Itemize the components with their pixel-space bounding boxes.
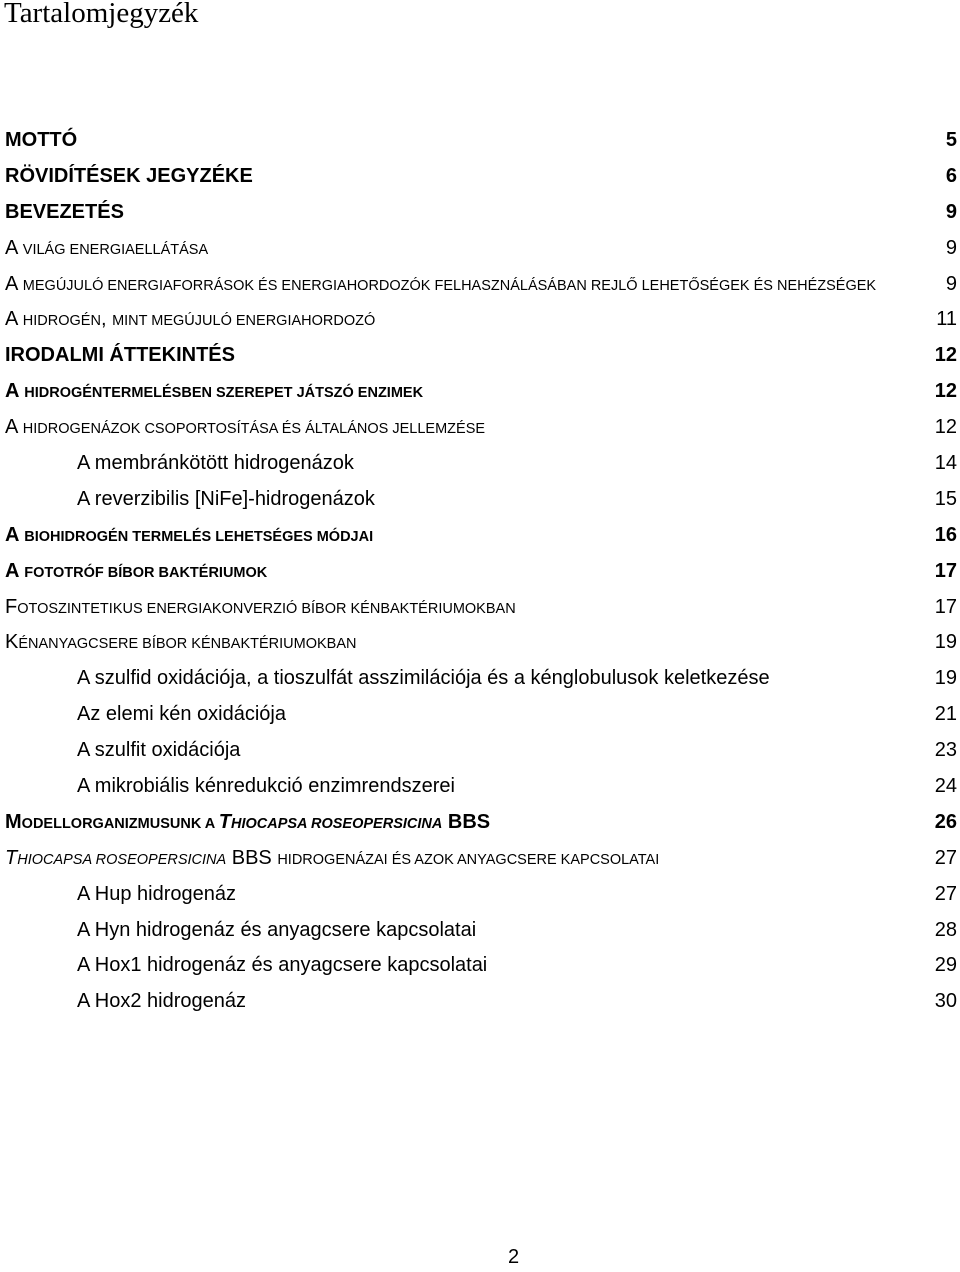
toc-entry-segment: A szulfid oxidációja, a tioszulfát asszimilációja és a kénglobulusok keletkezése xyxy=(77,667,770,690)
toc-entry-segment: FOTOTRÓF BÍBOR BAKTÉRIUMOK xyxy=(24,564,268,581)
toc-entry-segment: , xyxy=(100,308,113,331)
toc-entry-segment: ÉNANYAGCSERE BÍBOR KÉNBAKTÉRIUMOKBAN xyxy=(18,636,357,653)
toc-entry-label xyxy=(5,841,659,879)
toc-row[interactable] xyxy=(0,195,960,231)
toc-entry-page: 17 xyxy=(934,559,957,582)
page-number: 2 xyxy=(508,1246,520,1268)
toc-entry-page: 27 xyxy=(934,846,957,869)
toc-entry-segment: HIDROGÉN xyxy=(22,313,101,330)
toc-row[interactable] xyxy=(0,554,960,590)
toc-row[interactable] xyxy=(0,913,960,949)
toc-entry-segment: IRODALMI ÁTTEKINTÉS xyxy=(5,344,235,367)
toc-entry-label xyxy=(77,482,375,518)
toc-entry-page: 16 xyxy=(934,523,957,546)
toc-entry-page: 5 xyxy=(945,129,957,151)
toc-row[interactable] xyxy=(0,374,960,410)
toc-row[interactable] xyxy=(0,733,960,769)
toc-entry-segment: A xyxy=(5,272,23,295)
toc-entry-page: 29 xyxy=(934,954,957,977)
toc-entry-page: 17 xyxy=(934,595,957,618)
toc-entry-segment: ODELLORGANIZMUSUNK A xyxy=(21,815,219,832)
toc-row[interactable] xyxy=(0,841,960,877)
toc-row[interactable] xyxy=(0,231,960,267)
toc-entry-page: 15 xyxy=(934,487,957,510)
toc-entry-segment: A membránkötött hidrogenázok xyxy=(77,452,354,475)
toc-entry-page: 30 xyxy=(934,990,957,1013)
toc-entry-label xyxy=(5,159,253,195)
toc-entry-page: 12 xyxy=(934,380,957,403)
toc-entry-segment: BEVEZETÉS xyxy=(5,200,124,223)
toc-entry-label xyxy=(77,661,770,697)
toc-entry-segment: BBS xyxy=(442,810,491,833)
toc-entry-segment: MINT MEGÚJULÓ ENERGIAHORDOZÓ xyxy=(112,313,376,330)
toc-row[interactable] xyxy=(0,590,960,626)
toc-row[interactable] xyxy=(0,410,960,446)
toc-entry-segment: HIOCAPSA ROSEOPERSICINA xyxy=(230,815,443,832)
toc-entry-segment: A xyxy=(5,308,23,331)
toc-entry-segment: HIDROGENÁZOK CSOPORTOSÍTÁSA ÉS ÁLTALÁNOS JELLEMZÉSE xyxy=(22,421,486,438)
toc-row[interactable] xyxy=(0,984,960,1020)
page-title: Tartalomjegyzék xyxy=(4,0,199,29)
toc-entry-page: 12 xyxy=(934,416,957,439)
toc-row[interactable] xyxy=(0,123,960,159)
toc-entry-page: 9 xyxy=(945,236,957,259)
toc-entry-label xyxy=(77,733,240,769)
toc-entry-segment: BBS xyxy=(226,846,278,869)
toc-entry-label xyxy=(77,984,246,1020)
toc-entry-label xyxy=(5,518,373,556)
toc-entry-segment: A Hup hidrogenáz xyxy=(77,882,237,905)
toc-entry-page: 19 xyxy=(934,667,957,690)
toc-entry-segment: A xyxy=(5,380,25,403)
toc-entry-page: 27 xyxy=(934,882,957,905)
toc-row[interactable] xyxy=(0,661,960,697)
toc-row[interactable] xyxy=(0,267,960,303)
toc-entry-page: 9 xyxy=(945,200,957,223)
toc-entry-segment: A Hyn hidrogenáz és anyagcsere kapcsolatai xyxy=(77,918,477,941)
toc-row[interactable] xyxy=(0,159,960,195)
toc-entry-segment: OTOSZINTETIKUS ENERGIAKONVERZIÓ BÍBOR KÉNBAKTÉRIUMOKBAN xyxy=(17,600,516,617)
toc-entry-label xyxy=(5,123,77,159)
toc-entry-page: 6 xyxy=(945,164,957,187)
toc-entry-page: 26 xyxy=(934,810,957,833)
toc-entry-segment: A reverzibilis [NiFe]-hidrogenázok xyxy=(77,487,375,510)
toc-entry-segment: A szulfit oxidációja xyxy=(77,739,241,762)
toc-entry-page: 28 xyxy=(934,918,957,941)
toc-entry-segment: T xyxy=(218,810,231,833)
toc-row[interactable] xyxy=(0,769,960,805)
toc-entry-page: 14 xyxy=(934,452,957,475)
toc-entry-segment: HIDROGENÁZAI ÉS AZOK ANYAGCSERE KAPCSOLATAI xyxy=(277,851,660,868)
toc-entry-segment: A Hox2 hidrogenáz xyxy=(77,990,247,1013)
toc-row[interactable] xyxy=(0,948,960,984)
toc-entry-segment: A xyxy=(5,523,25,546)
toc-entry-label xyxy=(5,554,267,592)
table-of-contents xyxy=(0,123,960,1020)
toc-entry-label xyxy=(77,877,236,913)
toc-entry-segment: M xyxy=(5,810,22,833)
toc-entry-label xyxy=(77,948,487,984)
toc-entry-label xyxy=(77,769,455,805)
toc-entry-label xyxy=(77,446,354,482)
toc-entry-segment: MEGÚJULÓ ENERGIAFORRÁSOK ÉS ENERGIAHORDOZÓK FELHASZNÁLÁSÁBAN REJLŐ LEHETŐSÉGEK ÉS NEHÉZSÉGEK xyxy=(22,277,877,294)
toc-entry-segment: MOTTÓ xyxy=(5,129,78,151)
toc-entry-page: 24 xyxy=(934,775,957,798)
toc-entry-label xyxy=(5,302,375,340)
toc-entry-page: 23 xyxy=(934,739,957,762)
toc-entry-segment: A xyxy=(5,236,23,259)
toc-row[interactable] xyxy=(0,518,960,554)
toc-row[interactable] xyxy=(0,302,960,338)
toc-entry-segment: Az elemi kén oxidációja xyxy=(77,703,286,726)
toc-entry-label xyxy=(77,697,286,733)
toc-entry-page: 21 xyxy=(934,703,957,726)
toc-entry-segment: RÖVIDÍTÉSEK JEGYZÉKE xyxy=(5,164,253,187)
toc-entry-segment: A xyxy=(5,559,25,582)
toc-entry-segment: A xyxy=(5,416,23,439)
toc-row[interactable] xyxy=(0,482,960,518)
toc-row[interactable] xyxy=(0,877,960,913)
toc-entry-label xyxy=(5,805,490,843)
toc-entry-label xyxy=(5,590,516,628)
toc-row[interactable] xyxy=(0,446,960,482)
toc-entry-page: 9 xyxy=(945,272,957,295)
toc-entry-label xyxy=(5,338,235,374)
toc-entry-page: 19 xyxy=(934,631,957,654)
toc-row[interactable] xyxy=(0,625,960,661)
toc-entry-segment: BIOHIDROGÉN TERMELÉS LEHETSÉGES MÓDJAI xyxy=(24,528,374,545)
toc-row[interactable] xyxy=(0,805,960,841)
toc-entry-label xyxy=(77,913,476,949)
toc-entry-segment: HIDROGÉNTERMELÉSBEN SZEREPET JÁTSZÓ ENZIMEK xyxy=(24,385,424,402)
toc-entry-page: 11 xyxy=(936,308,957,331)
toc-entry-page: 12 xyxy=(934,344,957,367)
toc-entry-segment: A mikrobiális kénredukció enzimrendszerei xyxy=(77,775,455,798)
toc-row[interactable] xyxy=(0,338,960,374)
toc-entry-segment: K xyxy=(5,631,19,654)
toc-entry-label xyxy=(5,410,485,448)
toc-entry-label xyxy=(5,231,208,269)
toc-entry-segment: A Hox1 hidrogenáz és anyagcsere kapcsolatai xyxy=(77,954,488,977)
toc-entry-label xyxy=(5,195,124,231)
toc-entry-segment: T xyxy=(5,846,18,869)
toc-entry-label xyxy=(5,625,356,663)
toc-row[interactable] xyxy=(0,697,960,733)
toc-entry-label xyxy=(5,374,423,412)
toc-entry-label xyxy=(5,267,876,305)
toc-entry-segment: HIOCAPSA ROSEOPERSICINA xyxy=(17,851,227,868)
toc-entry-segment: F xyxy=(5,595,18,618)
toc-entry-segment: VILÁG ENERGIAELLÁTÁSA xyxy=(22,241,209,258)
